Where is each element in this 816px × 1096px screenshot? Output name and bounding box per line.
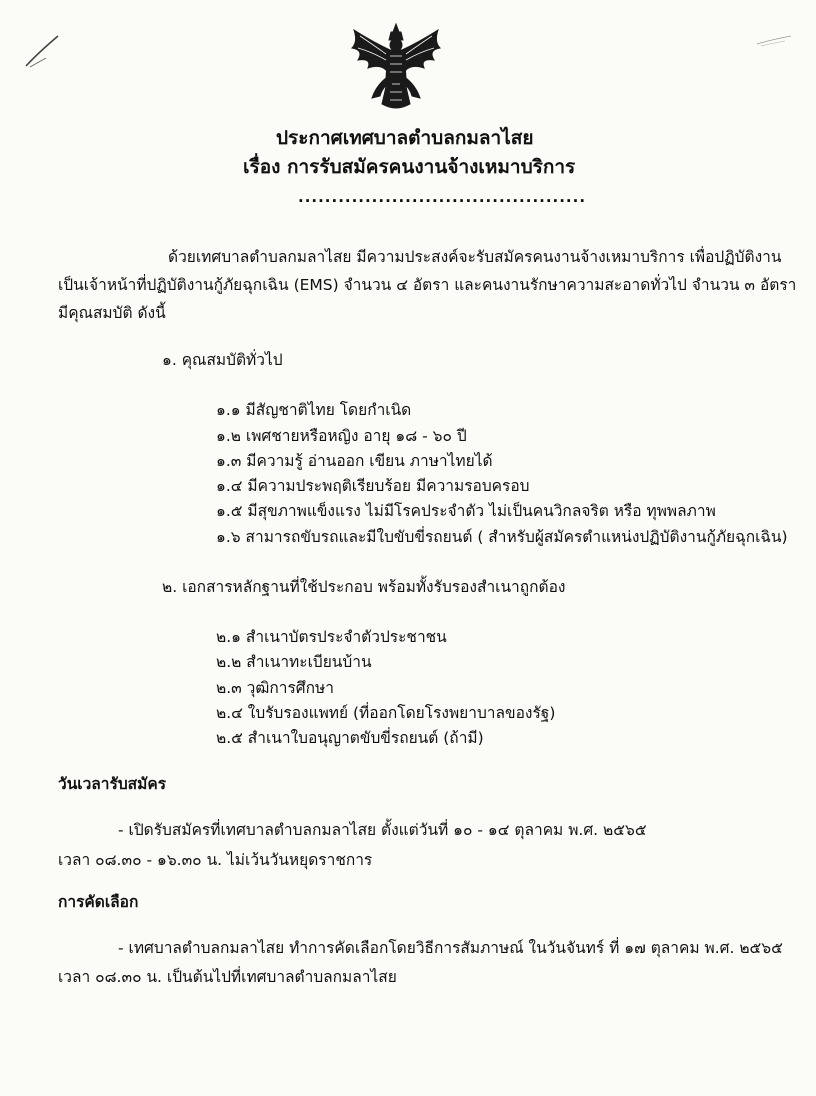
schedule-heading: วันเวลารับสมัคร	[58, 775, 167, 793]
announcement-title: ประกาศเทศบาลตำบลกมลาไสย	[276, 127, 534, 149]
section1-item: ๑.๖ สามารถขับรถและมีใบขับขี่รถยนต์ ( สำหรับผู้สมัครตำแหน่งปฏิบัติงานกู้ภัยฉุกเฉิน)	[216, 528, 788, 546]
section2-item: ๒.๕ สำเนาใบอนุญาตขับขี่รถยนต์ (ถ้ามี)	[216, 729, 484, 747]
intro-line-3: มีคุณสมบัติ ดังนี้	[58, 304, 166, 322]
section1-item: ๑.๓ มีความรู้ อ่านออก เขียน ภาษาไทยได้	[216, 452, 493, 470]
pen-mark-icon	[18, 28, 68, 73]
section1-item: ๑.๒ เพศชายหรือหญิง อายุ ๑๘ - ๖๐ ปี	[216, 427, 467, 445]
selection-heading: การคัดเลือก	[58, 893, 139, 911]
schedule-line-1: - เปิดรับสมัครที่เทศบาลตำบลกมลาไสย ตั้งแต่วันที่ ๑๐ - ๑๔ ตุลาคม พ.ศ. ๒๕๖๕	[118, 821, 647, 839]
title-separator: ...........................................	[298, 188, 587, 206]
schedule-line-2: เวลา ๐๘.๓๐ - ๑๖.๓๐ น. ไม่เว้นวันหยุดราชการ	[58, 851, 373, 869]
announcement-subject: เรื่อง การรับสมัครคนงานจ้างเหมาบริการ	[243, 156, 576, 178]
section2-heading: ๒. เอกสารหลักฐานที่ใช้ประกอบ พร้อมทั้งรับรองสำเนาถูกต้อง	[162, 578, 566, 596]
section2-item: ๒.๓ วุฒิการศึกษา	[216, 679, 334, 697]
section1-item: ๑.๑ มีสัญชาติไทย โดยกำเนิด	[216, 401, 412, 419]
section1-heading: ๑. คุณสมบัติทั่วไป	[162, 351, 283, 369]
intro-line-1: ด้วยเทศบาลตำบลกมลาไสย มีความประสงค์จะรับสมัครคนงานจ้างเหมาบริการ เพื่อปฏิบัติงาน	[168, 248, 782, 266]
intro-line-2: เป็นเจ้าหน้าที่ปฏิบัติงานกู้ภัยฉุกเฉิน (EMS) จำนวน ๔ อัตรา และคนงานรักษาความสะอาดทั่วไป จำนวน ๓ อัตรา	[58, 276, 797, 294]
section2-item: ๒.๔ ใบรับรองแพทย์ (ที่ออกโดยโรงพยาบาลของรัฐ)	[216, 704, 556, 722]
section1-item: ๑.๕ มีสุขภาพแข็งแรง ไม่มีโรคประจำตัว ไม่เป็นคนวิกลจริต หรือ ทุพพลภาพ	[216, 502, 716, 520]
section2-item: ๒.๒ สำเนาทะเบียนบ้าน	[216, 653, 372, 671]
pencil-mark-icon	[755, 30, 795, 50]
section2-item: ๒.๑ สำเนาบัตรประจำตัวประชาชน	[216, 628, 447, 646]
selection-line-2: เวลา ๐๘.๓๐ น. เป็นต้นไปที่เทศบาลตำบลกมลาไสย	[58, 968, 397, 986]
section1-item: ๑.๔ มีความประพฤติเรียบร้อย มีความรอบครอบ	[216, 477, 530, 495]
garuda-emblem-icon	[348, 22, 444, 114]
selection-line-1: - เทศบาลตำบลกมลาไสย ทำการคัดเลือกโดยวิธีการสัมภาษณ์ ในวันจันทร์ ที่ ๑๗ ตุลาคม พ.ศ. ๒๕๖๕	[118, 939, 783, 957]
